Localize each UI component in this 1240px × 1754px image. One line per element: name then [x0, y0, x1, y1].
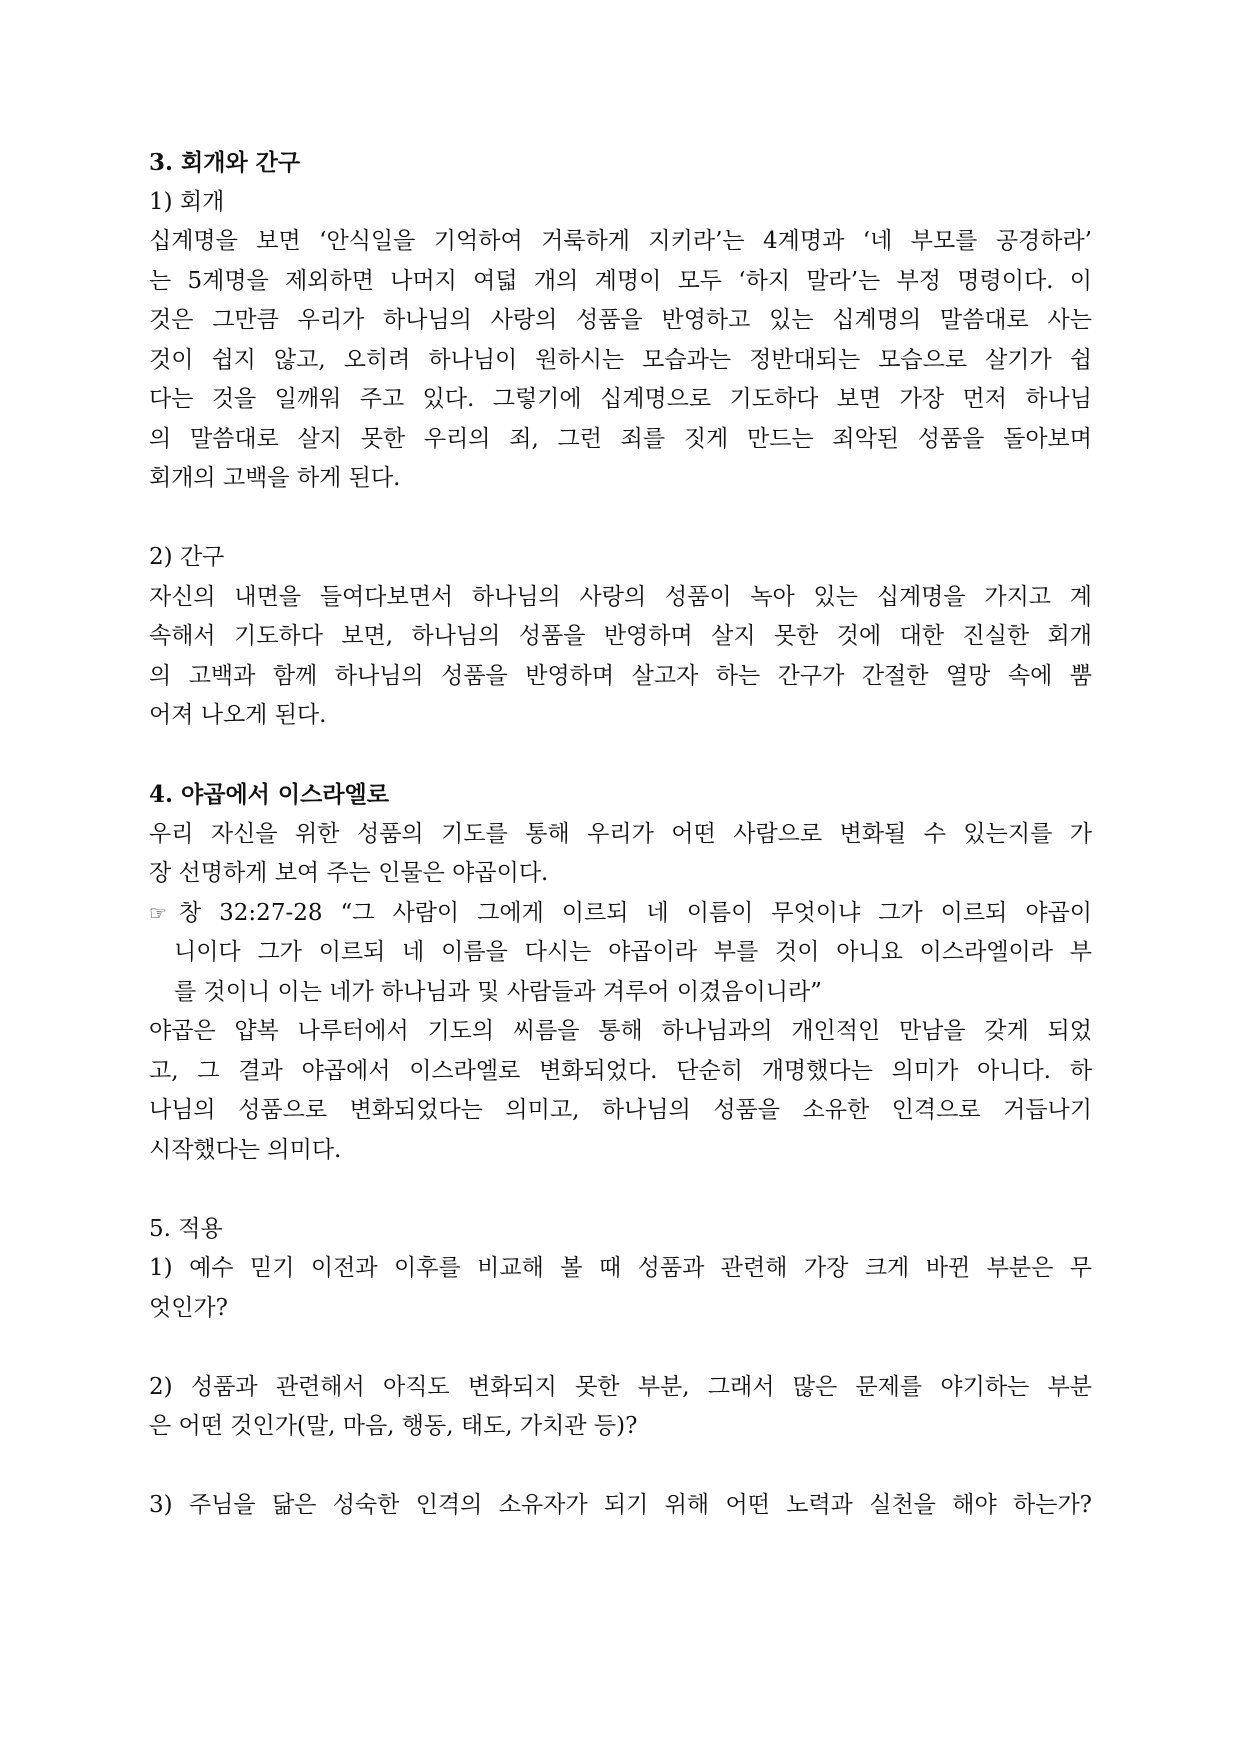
- section-3-heading: 3. 회개와 간구: [149, 149, 301, 176]
- repentance-text-line: 는 5계명을 제외하면 나머지 여덟 개의 계명이 모두 ‘하지 말라’는 부정 명령이다. 이: [149, 267, 1092, 294]
- jacob-body-line: 야곱은 얍복 나루터에서 기도의 씨름을 통해 하나님과의 개인적인 만남을 갖게 되었: [149, 1018, 1092, 1044]
- paragraph-spacer: [149, 736, 1092, 776]
- repentance-text-line: 다는 것을 일깨워 주고 있다. 그렇기에 십계명으로 기도하다 보면 가장 먼저 하나님: [149, 386, 1092, 412]
- jacob-body-line: 고, 그 결과 야곱에서 이스라엘로 변화되었다. 단순히 개명했다는 의미가 아니다. 하: [149, 1057, 1092, 1084]
- verse-line: 를 것이니 이는 네가 하나님과 및 사람들과 겨루어 이겼음이니라”: [174, 978, 822, 1005]
- section-4-heading: 4. 야곱에서 이스라엘로: [149, 781, 389, 808]
- application-question-2: 은 어떤 것인가(말, 마음, 행동, 태도, 가치관 등)?: [149, 1413, 638, 1439]
- verse-line: [149, 894, 1092, 934]
- supplication-text-line: 자신의 내면을 들여다보면서 하나님의 사랑의 성품이 녹아 있는 십계명을 가지고 계: [149, 583, 1092, 610]
- application-question-2: 2) 성품과 관련해서 아직도 변화되지 못한 부분, 그래서 많은 문제를 야기하는 부분: [149, 1373, 1092, 1400]
- supplication-text-line: 어져 나오게 된다.: [149, 702, 327, 728]
- application-question-1: 엇인가?: [149, 1294, 228, 1321]
- jacob-body-line: 시작했다는 의미다.: [149, 1136, 342, 1163]
- jacob-intro-line: 우리 자신을 위한 성품의 기도를 통해 우리가 어떤 사람으로 변화될 수 있는지를 가: [149, 820, 1092, 847]
- application-question-1: 1) 예수 믿기 이전과 이후를 비교해 볼 때 성품과 관련해 가장 크게 바뀐 부분은 무: [149, 1255, 1092, 1281]
- repentance-text-line: 의 말씀대로 살지 못한 우리의 죄, 그런 죄를 짓게 만드는 죄악된 성품을 돌아보며: [149, 425, 1092, 452]
- supplication-text-line: 의 고백과 함께 하나님의 성품을 반영하며 살고자 하는 간구가 간절한 열망 속에 뿜: [149, 662, 1092, 689]
- verse-text: 창 32:27-28 “그 사람이 그에게 이르되 네 이름이 무엇이냐 그가 이르되 야곱이: [178, 899, 1092, 926]
- repentance-text-line: 회개의 고백을 하게 된다.: [149, 465, 401, 491]
- section-5-heading: 5. 적용: [149, 1215, 223, 1242]
- paragraph-spacer: [149, 1328, 1092, 1368]
- paragraph-spacer: [149, 1447, 1092, 1487]
- repentance-text-line: 것이 쉽지 않고, 오히려 하나님이 원하시는 모습과는 정반대되는 모습으로 살기가 쉽: [149, 346, 1092, 373]
- jacob-intro-line: 장 선명하게 보여 주는 인물은 야곱이다.: [149, 860, 549, 886]
- supplication-text-line: 속해서 기도하다 보면, 하나님의 성품을 반영하며 살지 못한 것에 대한 진실한 회개: [149, 623, 1092, 649]
- pointing-hand-icon: ☞: [149, 900, 167, 925]
- repentance-text-line: 십계명을 보면 ‘안식일을 기억하여 거룩하게 지키라’는 4계명과 ‘네 부모를 공경하라’: [149, 228, 1092, 254]
- jacob-body-line: 나님의 성품으로 변화되었다는 의미고, 하나님의 성품을 소유한 인격으로 거듭나기: [149, 1097, 1092, 1123]
- paragraph-spacer: [149, 499, 1092, 539]
- repentance-text-line: 것은 그만큼 우리가 하나님의 사랑의 성품을 반영하고 있는 십계명의 말씀대로 사는: [149, 307, 1092, 333]
- verse-line: 니이다 그가 이르되 네 이름을 다시는 야곱이라 부를 것이 아니요 이스라엘이라 부: [174, 939, 1092, 965]
- paragraph-spacer: [149, 1170, 1092, 1210]
- application-question-3: 3) 주님을 닮은 성숙한 인격의 소유자가 되기 위해 어떤 노력과 실천을 해야 하는가?: [149, 1492, 1092, 1518]
- subsection-supplication-heading: 2) 간구: [149, 544, 225, 570]
- subsection-repentance-heading: 1) 회개: [149, 188, 225, 215]
